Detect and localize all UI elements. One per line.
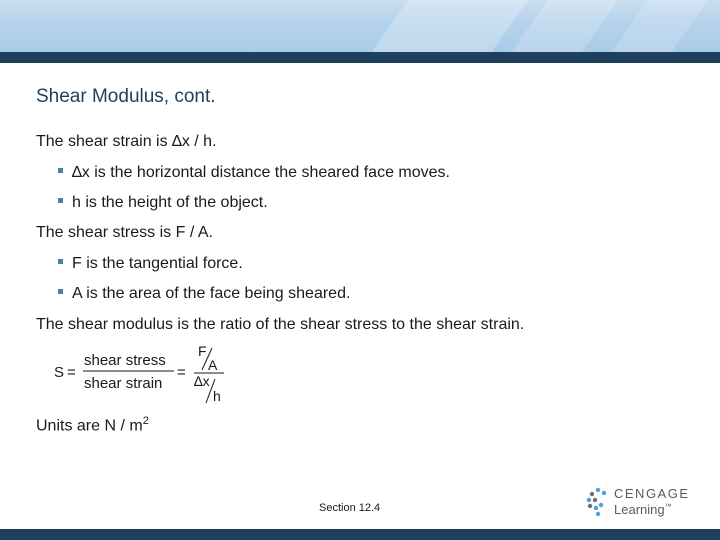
formula-dx: ∆x [194,373,210,389]
body-line: The shear modulus is the ratio of the shear stress to the shear strain. [36,316,525,333]
bullet-item [58,194,268,212]
formula-A: A [208,357,218,373]
header-bar [0,52,720,63]
body-line: The shear strain is ∆x / h. [36,133,217,150]
bullet-icon [58,289,63,294]
slide-title: Shear Modulus, cont. [36,86,216,107]
footer-bar [0,529,720,540]
bullet-icon [58,168,63,173]
formula-F: F [198,344,207,359]
formula-lhs: S [54,364,65,381]
bullet-text: h is the height of the object. [72,194,268,211]
bullet-text: F is the tangential force. [72,255,243,272]
body-line: The shear stress is F / A. [36,224,213,241]
bullet-text: A is the area of the face being sheared. [72,285,351,302]
logo-subtitle-text: Learning [614,502,665,517]
bullet-icon [58,259,63,264]
units-line [36,415,149,435]
logo-subtitle [614,502,672,517]
bullet-item [58,285,350,303]
bullet-item [58,164,450,182]
bullet-icon [58,198,63,203]
cengage-logo [584,484,694,520]
bullet-text: ∆x is the horizontal distance the sheared face moves. [72,164,450,181]
formula-h: h [213,388,221,404]
cengage-dots-icon [584,486,612,518]
bullet-item [58,255,243,273]
trademark: ™ [664,503,672,511]
formula-denominator: shear strain [84,375,163,392]
logo-wordmark: CENGAGE [614,486,690,501]
section-footer: Section 12.4 [319,502,381,514]
formula-equals: = [177,364,186,381]
header-banner [0,0,720,52]
formula-numerator: shear stress [84,352,166,369]
units-exponent: 2 [142,415,149,427]
units-text: Units are N / m [36,417,143,435]
shear-modulus-formula [52,344,232,404]
formula-equals: = [67,364,76,381]
